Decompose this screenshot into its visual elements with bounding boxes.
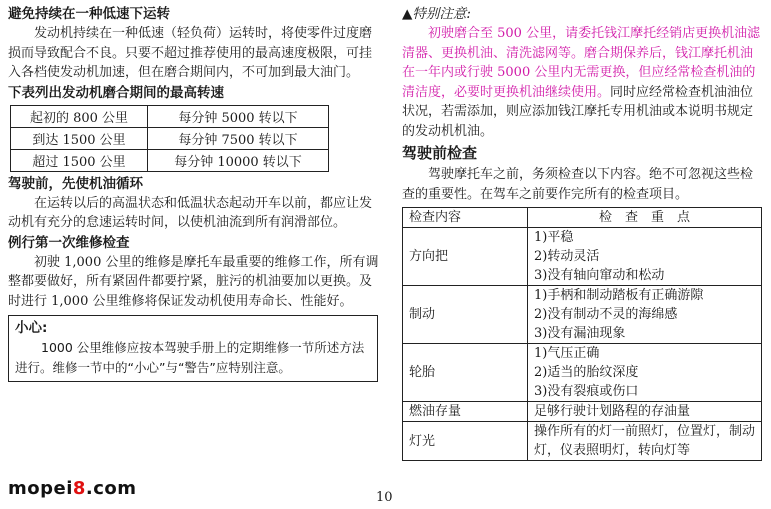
caution-text: 1000 公里维修应按本驾驶手册上的定期维修一节所述方法进行。维修一节中的“小心”与“警告”应特别注意。 bbox=[15, 340, 365, 375]
table-cell: 每分钟 5000 转以下 bbox=[148, 105, 329, 127]
check-point: 1)平稳 bbox=[534, 230, 574, 245]
table-row bbox=[403, 422, 762, 461]
break-in-speed-table bbox=[10, 105, 329, 172]
notice-normal-text: 同时应经常检查机油油位状况，若需添加，则应添加钱江摩托专用机油或本说明书规定的发动机机油。 bbox=[402, 84, 754, 139]
paragraph-oil-circulation: 在运转以后的高温状态和低温状态起动开车以前，都应让发动机有充分的怠速运转时间，以使机油流到所有润滑部位。 bbox=[8, 195, 373, 230]
heading-oil-circulation: 驾驶前，先使机油循环 bbox=[8, 175, 143, 192]
heading-low-speed: 避免持续在一种低速下运转 bbox=[8, 6, 170, 22]
watermark-logo bbox=[8, 478, 137, 499]
check-points bbox=[528, 422, 762, 461]
check-item: 轮胎 bbox=[403, 344, 528, 402]
check-point: 足够行驶计划路程的存油量 bbox=[534, 404, 691, 419]
check-point: 1)手柄和制动踏板有正确游隙 bbox=[534, 288, 704, 303]
notice-highlight-text: 初驶磨合至 500 公里，请委托钱江摩托经销店更换机油滤清器、更换机油、清洗滤网等。磨合期保养后，钱江摩托机油在一年内或行驶 5000 公里内无需更换，但应经常检查机油的清洁度，必要时更换机油继续使用。 bbox=[402, 26, 761, 100]
watermark-domain: .com bbox=[85, 478, 137, 499]
special-notice-text bbox=[402, 24, 764, 141]
table-cell: 到达 1500 公里 bbox=[11, 127, 148, 149]
check-point: 操作所有的灯一前照灯，位置灯，制动灯，仪表照明灯，转向灯等 bbox=[534, 424, 756, 458]
table-row bbox=[403, 228, 762, 286]
table-cell: 每分钟 7500 转以下 bbox=[148, 127, 329, 149]
table-cell: 超过 1500 公里 bbox=[11, 149, 148, 171]
check-points bbox=[528, 286, 762, 344]
table-row bbox=[11, 127, 329, 149]
table-header: 检查内容 bbox=[403, 208, 528, 228]
check-points bbox=[528, 402, 762, 422]
table-row bbox=[403, 344, 762, 402]
inspection-table bbox=[402, 207, 762, 461]
heading-first-maintenance: 例行第一次维修检查 bbox=[8, 234, 130, 251]
table-row bbox=[403, 286, 762, 344]
table-header-row bbox=[403, 208, 762, 228]
check-points bbox=[528, 228, 762, 286]
paragraph-low-speed: 发动机持续在一种低速（轻负荷）运转时，将使零件过度磨损而导致配合不良。只要不超过推荐使用的最高速度极限，可挂入各档使发动机加速，但在磨合期间内，不可加到最大油门。 bbox=[8, 26, 373, 80]
check-item: 制动 bbox=[403, 286, 528, 344]
check-point: 2)转动灵活 bbox=[534, 249, 600, 264]
caution-title: 小心: bbox=[15, 320, 48, 336]
check-point: 2)适当的胎纹深度 bbox=[534, 365, 639, 380]
heading-pre-ride-check: 驾驶前检查 bbox=[402, 144, 478, 162]
watermark-text: mopei bbox=[8, 478, 73, 499]
page-number: 10 bbox=[376, 490, 393, 505]
paragraph-pre-ride-check: 驾驶摩托车之前，务须检查以下内容。绝不可忽视这些检查的重要性。在驾车之前要作完所有的检查项目。 bbox=[402, 167, 754, 202]
check-point: 3)没有轴向窜动和松动 bbox=[534, 268, 665, 283]
check-point: 1)气压正确 bbox=[534, 346, 600, 361]
table-row bbox=[11, 105, 329, 127]
heading-break-in-speed: 下表列出发动机磨合期间的最高转速 bbox=[8, 84, 224, 101]
paragraph-first-maintenance: 初驶 1,000 公里的维修是摩托车最重要的维修工作，所有调整都要做好，所有紧固件都要拧紧，脏污的机油要加以更换。及时进行 1,000 公里维修将保证发动机使用寿命长、性能好。 bbox=[8, 254, 379, 309]
table-row bbox=[11, 149, 329, 171]
caution-box bbox=[8, 315, 378, 382]
left-column bbox=[8, 4, 382, 382]
check-item: 燃油存量 bbox=[403, 402, 528, 422]
table-row bbox=[403, 402, 762, 422]
check-point: 3)没有裂痕或伤口 bbox=[534, 384, 639, 399]
check-point: 2)没有制动不灵的海绵感 bbox=[534, 307, 678, 322]
check-item: 方向把 bbox=[403, 228, 528, 286]
check-item: 灯光 bbox=[403, 422, 528, 461]
check-points bbox=[528, 344, 762, 402]
right-column bbox=[402, 4, 764, 461]
table-cell: 每分钟 10000 转以下 bbox=[148, 149, 329, 171]
table-cell: 起初的 800 公里 bbox=[11, 105, 148, 127]
special-notice-title: ▲特别注意: bbox=[402, 6, 471, 22]
table-header: 检 查 重 点 bbox=[528, 208, 762, 228]
watermark-accent: 8 bbox=[72, 478, 86, 499]
check-point: 3)没有漏油现象 bbox=[534, 326, 626, 341]
